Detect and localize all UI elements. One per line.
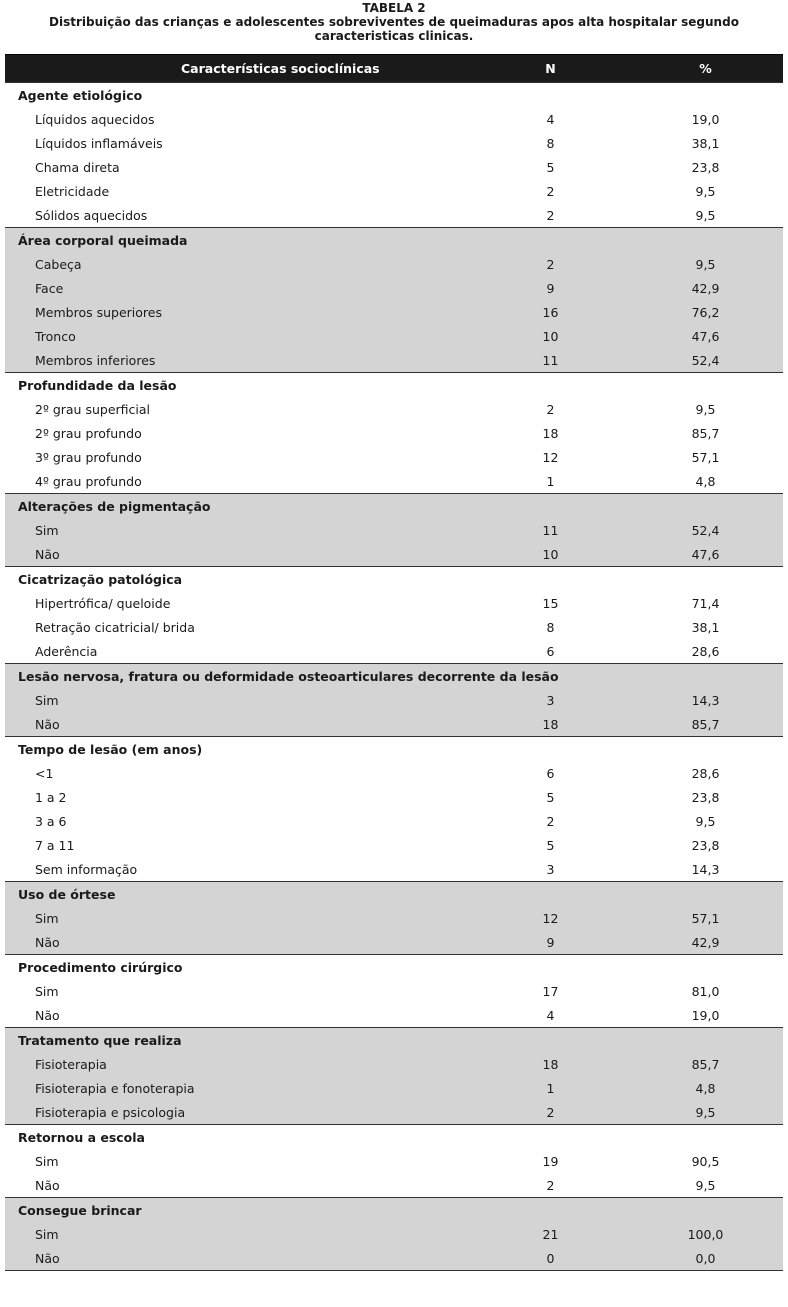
row-label: Não	[35, 716, 60, 732]
row-n: 2	[546, 1177, 555, 1193]
table-group	[5, 228, 783, 373]
row-label: 3 a 6	[35, 813, 67, 829]
row-n: 0	[465, 1246, 628, 1271]
row-percent: 4,8	[695, 1080, 716, 1096]
group-title: Área corporal queimada	[5, 228, 783, 253]
table-row	[5, 324, 783, 348]
table-row	[5, 542, 783, 567]
row-n: 2	[546, 813, 555, 829]
row-percent: 4,8	[695, 473, 716, 489]
group-title: Cicatrização patológica	[5, 567, 783, 592]
row-label: Líquidos inflamáveis	[35, 135, 163, 151]
table-row	[5, 712, 783, 737]
row-label: Não	[35, 546, 60, 562]
table-row	[5, 421, 783, 445]
row-percent: 52,4	[691, 522, 720, 538]
table-row	[5, 857, 783, 882]
row-percent: 9,5	[695, 1104, 716, 1120]
row-label: Não	[5, 1246, 465, 1271]
header-characteristics: Características socioclínicas	[5, 55, 465, 83]
row-n: 3	[546, 692, 555, 708]
row-n: 12	[542, 910, 559, 926]
row-n: 16	[542, 304, 559, 320]
row-percent: 23,8	[691, 837, 720, 853]
row-label: Hipertrófica/ queloide	[35, 595, 171, 611]
table-row	[5, 591, 783, 615]
table-row	[5, 688, 783, 712]
row-n: 2	[546, 1104, 555, 1120]
row-label: 3º grau profundo	[35, 449, 142, 465]
table-title: TABELA 2	[362, 1, 426, 15]
row-n: 5	[546, 159, 555, 175]
group-header-row	[5, 1028, 783, 1053]
row-label: Não	[35, 1177, 60, 1193]
table-group	[5, 882, 783, 955]
table-row	[5, 469, 783, 494]
row-percent: 47,6	[691, 328, 720, 344]
row-percent: 57,1	[691, 910, 720, 926]
header-row	[5, 55, 783, 83]
group-header-row	[5, 83, 783, 108]
row-label: Não	[35, 1007, 60, 1023]
row-label: Face	[35, 280, 64, 296]
header-n: N	[465, 55, 628, 83]
table-row	[5, 761, 783, 785]
data-table	[5, 54, 783, 1271]
table-row	[5, 1246, 783, 1271]
row-percent: 9,5	[695, 183, 716, 199]
table-subtitle: Distribuição das crianças e adolescentes sobreviventes de queimaduras apos alta hospitalar segundo caracteristicas clinicas.	[49, 15, 739, 43]
row-n: 9	[546, 280, 555, 296]
group-header-row	[5, 737, 783, 762]
row-percent: 42,9	[691, 934, 720, 950]
table-row	[5, 615, 783, 639]
table-group	[5, 83, 783, 228]
group-title: Tempo de lesão (em anos)	[5, 737, 783, 762]
row-n: 3	[546, 861, 555, 877]
row-percent: 23,8	[691, 159, 720, 175]
table-group	[5, 1028, 783, 1125]
row-percent: 71,4	[691, 595, 720, 611]
table-group	[5, 373, 783, 494]
table-row	[5, 979, 783, 1003]
table-group	[5, 1198, 783, 1271]
row-n: 2	[546, 401, 555, 417]
group-header-row	[5, 882, 783, 907]
row-n: 9	[546, 934, 555, 950]
table-row	[5, 930, 783, 955]
row-percent: 90,5	[691, 1153, 720, 1169]
table-group	[5, 567, 783, 664]
row-percent: 14,3	[691, 861, 720, 877]
group-header-row	[5, 1125, 783, 1150]
row-label: Sim	[35, 522, 59, 538]
row-label: Fisioterapia	[35, 1056, 107, 1072]
row-percent: 9,5	[695, 1177, 716, 1193]
row-percent: 23,8	[691, 789, 720, 805]
table-row	[5, 1003, 783, 1028]
row-label: Sim	[35, 1153, 59, 1169]
row-n: 10	[542, 546, 559, 562]
table-row	[5, 131, 783, 155]
group-header-row	[5, 494, 783, 519]
row-label: Retração cicatricial/ brida	[35, 619, 195, 635]
row-n: 4	[546, 1007, 555, 1023]
table-row	[5, 809, 783, 833]
group-title: Retornou a escola	[5, 1125, 783, 1150]
row-percent: 85,7	[691, 716, 720, 732]
row-label: Sim	[35, 692, 59, 708]
table-group	[5, 955, 783, 1028]
row-n: 21	[542, 1226, 559, 1242]
group-header-row	[5, 228, 783, 253]
row-label: 7 a 11	[35, 837, 75, 853]
row-n: 4	[546, 111, 555, 127]
row-n: 18	[542, 716, 559, 732]
group-header-row	[5, 664, 783, 689]
row-percent: 38,1	[691, 619, 720, 635]
group-title: Consegue brincar	[5, 1198, 783, 1223]
table-row	[5, 203, 783, 228]
row-n: 2	[546, 256, 555, 272]
row-percent: 76,2	[691, 304, 720, 320]
table-header	[5, 55, 783, 83]
row-label: Sim	[35, 910, 59, 926]
group-title: Lesão nervosa, fratura ou deformidade osteoarticulares decorrente da lesão	[5, 664, 783, 689]
row-percent: 52,4	[691, 352, 720, 368]
row-label: Fisioterapia e psicologia	[35, 1104, 186, 1120]
row-label: Sólidos aquecidos	[35, 207, 148, 223]
group-title: Procedimento cirúrgico	[5, 955, 783, 980]
row-percent: 9,5	[695, 256, 716, 272]
row-n: 10	[542, 328, 559, 344]
row-label: Membros superiores	[35, 304, 162, 320]
group-title: Profundidade da lesão	[5, 373, 783, 398]
table-row	[5, 906, 783, 930]
row-label: Aderência	[35, 643, 98, 659]
row-percent: 81,0	[691, 983, 720, 999]
header-percent: %	[628, 55, 783, 83]
row-percent: 100,0	[687, 1226, 724, 1242]
row-n: 8	[546, 619, 555, 635]
table-row	[5, 1100, 783, 1125]
table-row	[5, 518, 783, 542]
row-n: 11	[542, 352, 559, 368]
table-group	[5, 494, 783, 567]
row-percent: 42,9	[691, 280, 720, 296]
row-n: 19	[542, 1153, 559, 1169]
row-n: 12	[542, 449, 559, 465]
group-title: Alterações de pigmentação	[5, 494, 783, 519]
table-row	[5, 1173, 783, 1198]
row-label: 1 a 2	[35, 789, 67, 805]
table-row	[5, 300, 783, 324]
table-row	[5, 276, 783, 300]
table-row	[5, 1076, 783, 1100]
group-title: Uso de órtese	[5, 882, 783, 907]
group-title: Agente etiológico	[5, 83, 783, 108]
table-row	[5, 1052, 783, 1076]
row-n: 1	[546, 1080, 555, 1096]
table-row	[5, 348, 783, 373]
row-percent: 28,6	[691, 765, 720, 781]
table-row	[5, 785, 783, 809]
group-title: Tratamento que realiza	[5, 1028, 783, 1053]
table-row	[5, 1149, 783, 1173]
table-caption	[0, 0, 788, 43]
row-percent: 9,5	[695, 401, 716, 417]
row-label: 2º grau profundo	[35, 425, 142, 441]
table-row	[5, 252, 783, 276]
row-label: Cabeça	[35, 256, 82, 272]
row-percent: 9,5	[695, 813, 716, 829]
row-label: Sem informação	[35, 861, 138, 877]
row-percent: 85,7	[691, 1056, 720, 1072]
row-n: 2	[546, 207, 555, 223]
row-percent: 14,3	[691, 692, 720, 708]
row-label: Não	[35, 934, 60, 950]
group-header-row	[5, 373, 783, 398]
table-group	[5, 664, 783, 737]
row-percent: 19,0	[691, 111, 720, 127]
row-label: Eletricidade	[35, 183, 110, 199]
row-percent: 38,1	[691, 135, 720, 151]
row-percent: 57,1	[691, 449, 720, 465]
row-n: 6	[546, 643, 555, 659]
row-label: Sim	[35, 1226, 59, 1242]
row-percent: 47,6	[691, 546, 720, 562]
row-label: 2º grau superficial	[35, 401, 150, 417]
table-row	[5, 1222, 783, 1246]
row-n: 8	[546, 135, 555, 151]
row-n: 18	[542, 425, 559, 441]
row-n: 6	[546, 765, 555, 781]
row-label: Tronco	[35, 328, 76, 344]
row-label: Fisioterapia e fonoterapia	[35, 1080, 195, 1096]
row-n: 18	[542, 1056, 559, 1072]
row-percent: 9,5	[695, 207, 716, 223]
group-header-row	[5, 955, 783, 980]
row-label: Sim	[35, 983, 59, 999]
group-header-row	[5, 1198, 783, 1223]
row-label: <1	[35, 765, 54, 781]
row-percent: 85,7	[691, 425, 720, 441]
row-n: 2	[546, 183, 555, 199]
table-group	[5, 737, 783, 882]
row-n: 1	[546, 473, 555, 489]
table-row	[5, 833, 783, 857]
row-label: Líquidos aquecidos	[35, 111, 155, 127]
row-label: 4º grau profundo	[35, 473, 142, 489]
group-header-row	[5, 567, 783, 592]
table-row	[5, 445, 783, 469]
row-n: 5	[546, 789, 555, 805]
row-percent: 19,0	[691, 1007, 720, 1023]
row-n: 5	[546, 837, 555, 853]
table-row	[5, 639, 783, 664]
row-n: 15	[542, 595, 559, 611]
table-row	[5, 107, 783, 131]
row-n: 11	[542, 522, 559, 538]
table-row	[5, 179, 783, 203]
row-label: Chama direta	[35, 159, 120, 175]
row-percent: 28,6	[691, 643, 720, 659]
row-percent: 0,0	[628, 1246, 783, 1271]
table-row	[5, 397, 783, 421]
table-row	[5, 155, 783, 179]
row-label: Membros inferiores	[35, 352, 156, 368]
row-n: 17	[542, 983, 559, 999]
table-group	[5, 1125, 783, 1198]
